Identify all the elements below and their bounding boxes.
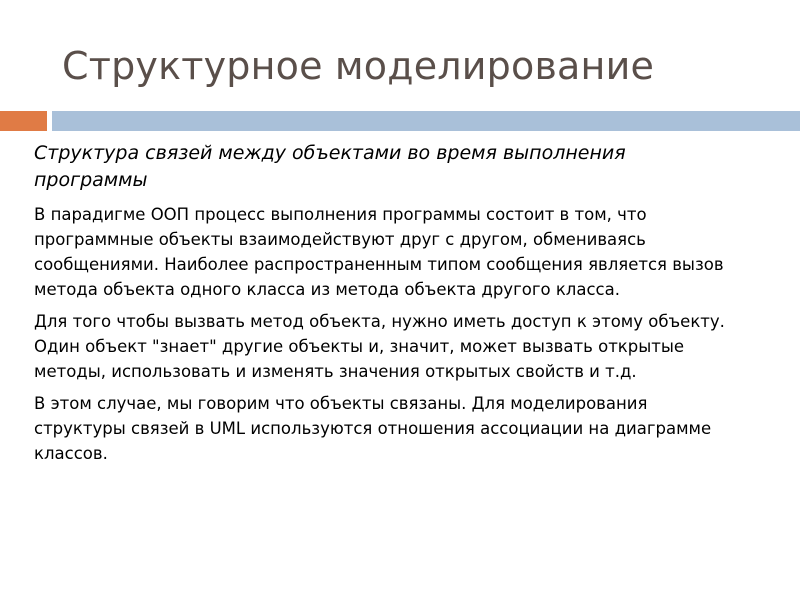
paragraph-3: В этом случае, мы говорим что объекты связаны. Для моделирования структуры связей в UML используются отношения ассоциации на диаграмме классов.: [34, 394, 712, 463]
subheading: Структура связей между объектами во время выполнения программы: [34, 142, 626, 191]
slide-title: Структурное моделирование: [62, 44, 655, 88]
paragraph-2: Для того чтобы вызвать метод объекта, нужно иметь доступ к этому объекту. Один объект "знает" другие объекты и, значит, может вызвать открытые методы, использовать и изменять значения открытых свойств и т.д.: [34, 312, 725, 381]
accent-bar: [0, 111, 47, 131]
slide-content: [34, 140, 740, 473]
title-rule: [52, 111, 800, 131]
paragraph-1: В парадигме ООП процесс выполнения программы состоит в том, что программные объекты взаимодействуют друг с другом, обмениваясь сообщениями. Наиболее распространенным типом сообщения является вызов метода объекта одного класса из метода объекта другого класса.: [34, 205, 724, 299]
